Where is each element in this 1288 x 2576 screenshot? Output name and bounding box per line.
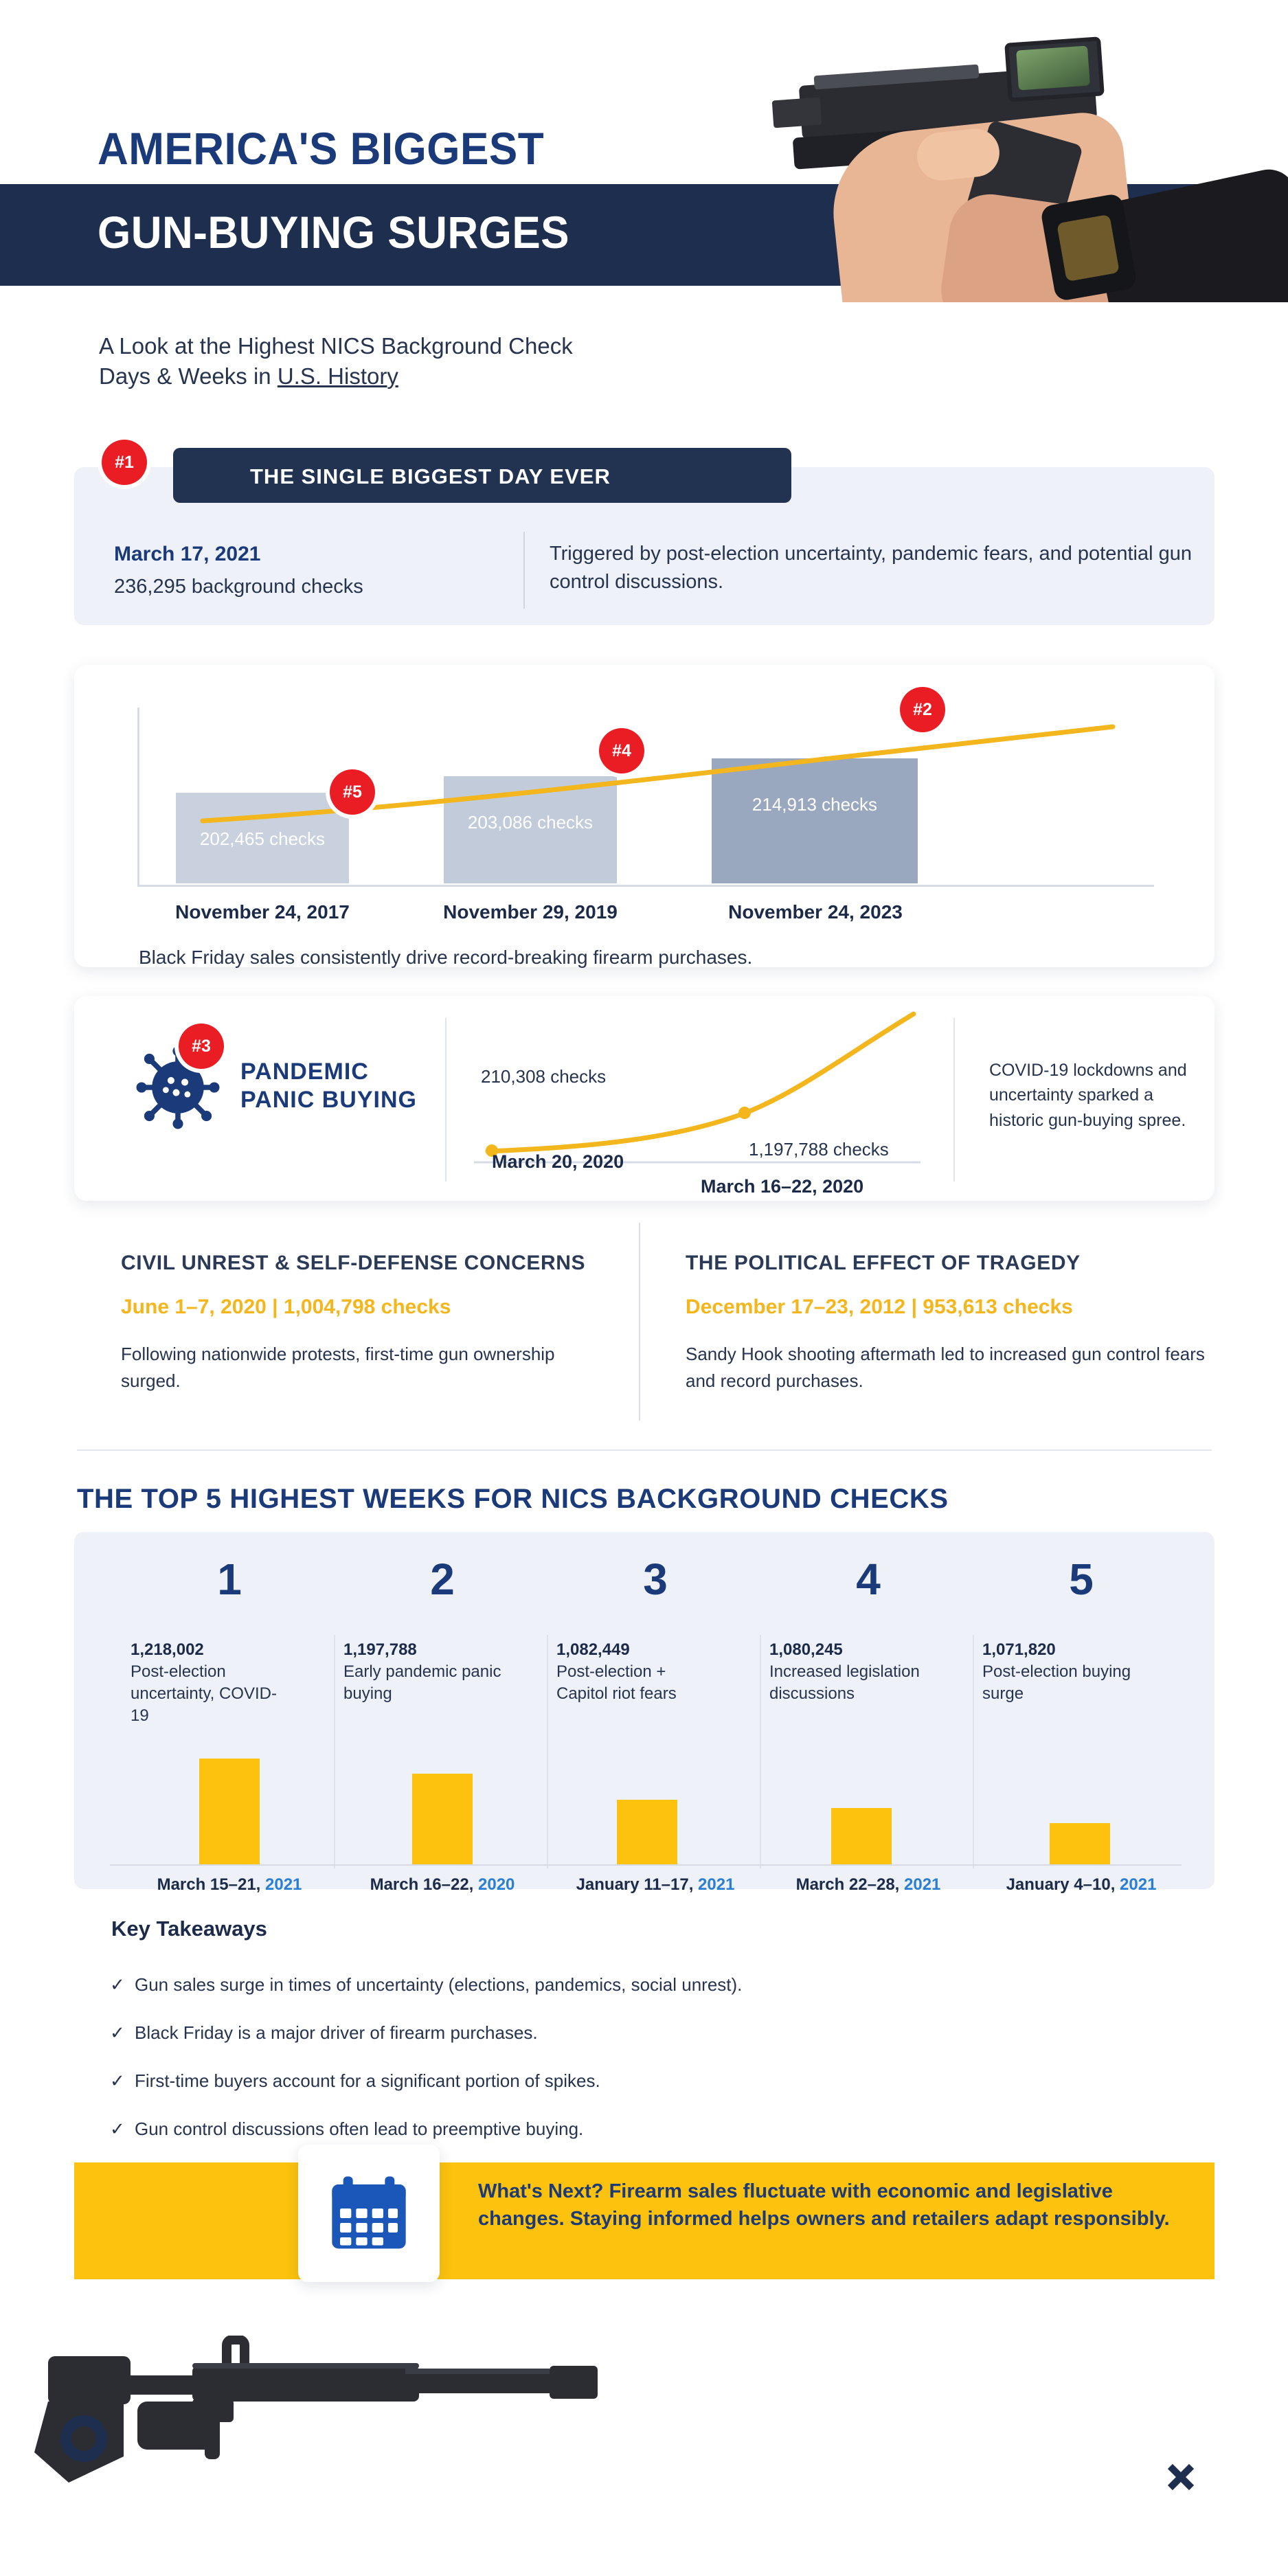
page-subtitle-line2	[99, 361, 662, 392]
gunprime-x-logo	[1156, 2452, 1206, 2502]
top5-date-3-main: January 11–17,	[576, 1875, 694, 1894]
top5-date-5-main: January 4–10,	[1006, 1875, 1116, 1894]
rank-badge-2: #2	[900, 687, 945, 732]
rank-badge-5: #5	[330, 769, 375, 815]
top5-bar-4	[831, 1808, 892, 1864]
tragedy-highlight: December 17–23, 2012 | 953,613 checks	[686, 1296, 1073, 1318]
black-friday-trend-line	[137, 694, 1154, 886]
pandemic-point1-date: March 20, 2020	[492, 1151, 624, 1172]
top5-bar-2	[412, 1774, 473, 1864]
top5-desc-5: Post-election buying surge	[982, 1662, 1131, 1704]
top5-separator-1	[334, 1635, 335, 1868]
top5-number-2: 1,197,788	[343, 1640, 417, 1659]
whats-next-text: What's Next? Firearm sales fluctuate with economic and legislative changes. Staying informed helps owners and retailers adapt responsibly.	[478, 2180, 1170, 2230]
takeaway-2: Black Friday is a major driver of firearm purchases.	[135, 2022, 538, 2043]
top5-date-1-main: March 15–21,	[157, 1875, 261, 1894]
top5-number-5: 1,071,820	[982, 1640, 1056, 1659]
pandemic-title-line2: PANIC BUYING	[240, 1086, 417, 1113]
page-subtitle-line2-prefix: Days & Weeks in	[99, 363, 278, 389]
top5-desc-3: Post-election + Capitol riot fears	[556, 1662, 677, 1704]
top5-date-3-year: 2021	[698, 1875, 735, 1894]
takeaway-4: Gun control discussions often lead to preemptive buying.	[135, 2119, 584, 2139]
top5-date-1-year: 2021	[265, 1875, 302, 1894]
check-icon-1: ✓	[110, 1974, 125, 1995]
page-title-line1: AMERICA'S BIGGEST	[98, 123, 545, 174]
page-subtitle-link: U.S. History	[277, 363, 398, 389]
takeaway-1: Gun sales surge in times of uncertainty (elections, pandemics, social unrest).	[135, 1974, 743, 1995]
page-subtitle	[99, 331, 662, 391]
biggest-day-ribbon	[173, 448, 791, 503]
top5-date-1	[124, 1875, 335, 1895]
check-icon-4: ✓	[110, 2119, 125, 2139]
civil-unrest-highlight: June 1–7, 2020 | 1,004,798 checks	[121, 1296, 451, 1318]
rank-badge-4: #4	[599, 728, 644, 773]
pandemic-divider-right	[953, 1018, 955, 1182]
pandemic-title-line1: PANDEMIC	[240, 1059, 369, 1085]
biggest-day-checks: 236,295 background checks	[114, 576, 363, 598]
civil-unrest-body: Following nationwide protests, first-time gun ownership surged.	[121, 1344, 555, 1391]
top5-desc-1: Post-election uncertainty, COVID-19	[131, 1662, 277, 1726]
top5-date-2-year: 2020	[478, 1875, 515, 1894]
top5-desc-2: Early pandemic panic buying	[343, 1662, 501, 1704]
page-title-line2: GUN-BUYING SURGES	[98, 207, 570, 258]
top5-date-2	[337, 1875, 548, 1895]
top5-date-5-year: 2021	[1120, 1875, 1157, 1894]
top5-date-5	[975, 1875, 1187, 1895]
black-friday-date-2019: November 29, 2019	[443, 901, 618, 923]
brand-lockup	[918, 2452, 1206, 2502]
pandemic-point2-date: March 16–22, 2020	[701, 1176, 864, 1197]
top5-rank-3: 3	[643, 1555, 668, 1604]
pandemic-divider-left	[445, 1018, 447, 1182]
pistol-optic-lens	[1016, 45, 1090, 90]
black-friday-bar-2023-label: 214,913 checks	[752, 794, 878, 815]
top5-number-4: 1,080,245	[769, 1640, 843, 1659]
top5-bar-5	[1050, 1823, 1110, 1864]
top5-heading: THE TOP 5 HIGHEST WEEKS FOR NICS BACKGROUND CHECKS	[77, 1484, 949, 1514]
hero-section	[0, 0, 1288, 323]
two-column-divider	[639, 1223, 640, 1421]
black-friday-date-2017: November 24, 2017	[175, 901, 350, 923]
pandemic-description: COVID-19 lockdowns and uncertainty sparked a historic gun-buying spree.	[989, 1061, 1187, 1130]
pistol-in-hand-photo	[745, 27, 1288, 302]
biggest-day-divider	[523, 532, 525, 609]
black-friday-caption: Black Friday sales consistently drive record-breaking firearm purchases.	[139, 947, 753, 968]
top5-rank-4: 4	[856, 1555, 881, 1604]
pistol-muzzle	[772, 98, 822, 128]
biggest-day-description: Triggered by post-election uncertainty, pandemic fears, and potential gun control discussions.	[550, 543, 1192, 594]
black-friday-bar-2017-label: 202,465 checks	[199, 828, 326, 849]
black-friday-bar-2019-label: 203,086 checks	[467, 812, 594, 833]
wrist-watch-face	[1057, 214, 1120, 282]
check-icon-3: ✓	[110, 2070, 125, 2091]
black-friday-date-2023: November 24, 2023	[728, 901, 903, 923]
page-subtitle-line1: A Look at the Highest NICS Background Check	[99, 333, 573, 359]
pandemic-point1-value: 210,308 checks	[481, 1066, 607, 1087]
top5-date-4-year: 2021	[904, 1875, 941, 1894]
key-takeaways-heading: Key Takeaways	[111, 1917, 267, 1941]
top5-number-1: 1,218,002	[131, 1640, 204, 1659]
rank-badge-3: #3	[179, 1024, 224, 1069]
top5-desc-4: Increased legislation discussions	[769, 1662, 920, 1704]
brand-name: GUNPRIME	[918, 2454, 1144, 2500]
top5-date-2-main: March 16–22,	[370, 1875, 474, 1894]
top5-bar-3	[617, 1800, 677, 1864]
top5-bar-1	[199, 1759, 260, 1864]
tragedy-heading: THE POLITICAL EFFECT OF TRAGEDY	[686, 1252, 1081, 1274]
top5-date-4	[762, 1875, 974, 1895]
top5-date-4-main: March 22–28,	[795, 1875, 900, 1894]
biggest-day-date: March 17, 2021	[114, 543, 261, 565]
rifle-illustration	[21, 2336, 762, 2542]
calendar-icon	[328, 2175, 409, 2252]
top5-number-3: 1,082,449	[556, 1640, 630, 1659]
top5-separator-3	[760, 1635, 761, 1868]
top5-rank-1: 1	[217, 1555, 242, 1604]
biggest-day-ribbon-label: THE SINGLE BIGGEST DAY EVER	[250, 464, 611, 488]
civil-unrest-heading: CIVIL UNREST & SELF-DEFENSE CONCERNS	[121, 1252, 586, 1274]
top5-rank-2: 2	[430, 1555, 455, 1604]
check-icon-2: ✓	[110, 2022, 125, 2043]
pandemic-title	[240, 1058, 417, 1114]
top5-date-3	[550, 1875, 761, 1895]
rank-badge-1: #1	[102, 440, 147, 485]
two-column-bottom-rule	[77, 1449, 1212, 1451]
pandemic-point2-value: 1,197,788 checks	[749, 1139, 889, 1160]
top5-rank-5: 5	[1069, 1555, 1094, 1604]
top5-separator-4	[973, 1635, 974, 1868]
top5-separator-2	[547, 1635, 548, 1868]
tragedy-body: Sandy Hook shooting aftermath led to increased gun control fears and record purchases.	[686, 1344, 1205, 1391]
takeaway-3: First-time buyers account for a significant portion of spikes.	[135, 2070, 600, 2091]
top5-baseline-axis	[110, 1864, 1182, 1866]
